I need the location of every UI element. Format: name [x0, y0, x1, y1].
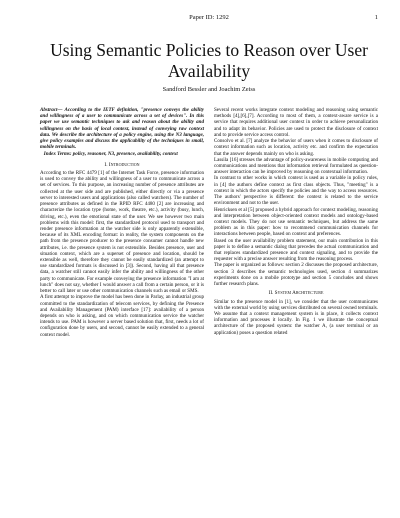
paragraph: A first attempt to improve the model has been done in Parlay, an industrial group committed to the standardization of telecom services, by defining the Presence and Availability Management (PAM) interface [17]: availability of a person depends on who is asking, and on which communication service the watcher intends to use. PAM is however a server based solution that, first, needs a lot of configuration done by users, and second, cannot be easily extended to a general context model. [40, 294, 204, 338]
right-column [214, 107, 378, 336]
paper-id: Paper ID: 1292 [189, 14, 229, 21]
section-heading-system-architecture: II. System Architecture [268, 290, 324, 297]
paper-title: Using Semantic Policies to Reason over User Availability [50, 40, 368, 81]
paragraph: Henricksen et al [5] proposed a hybrid approach for context modeling, reasoning and interpretation between object-oriented context models and ontology-based context models. They do not use semantic techniques, but address the same problem as in this paper: how to recommend communication channels for interactions between people, based on context and preferences. [214, 206, 378, 238]
paragraph: In contrast to other works in which context is used as a variable in policy rules, in [4] the authors define context as first class objects. Thus, "meeting" is a context in which the actors specify the policies and the way to access resources. The authors' perspective is different: the context is related to the service environment and not to the user. [214, 175, 378, 207]
paragraph: According to the RFC 4479 [1] of the Internet Task Force, presence information is used to convey the ability and willingness of a user to communicate across a set of services. To this purpose, an increasing number of presence attributes are collected at the user side and are published, either directly or via a presence server to interested users and applications (also called watchers). The number of presence attributes as defined in the RPID RFC 4480 [2] are increasing and characterize the location type (home, work, theatre, etc.), activity (busy, lunch, driving, etc.), even the emotional state of the user. We see however two main problems with this model: first, the standardized protocol used to transport and render presence information at the watcher side is only apparently extensible, because of its XML encoding format: in reality, the system components on the path from the presence producer to the presence consumer cannot handle new attributes, i.e. the presence system is not extensible. Besides presence, user and situation context, which are a superset of presence and location, should be extensible as well, therefore they cannot be easily standardized (an attempt to use standardized formats is discussed in [3]). Second, having all that presence data, a watcher still cannot easily infer the ability and willingness of the other party to communicate. For example conveying the presence information "I am at lunch" does not say, whether I would answer a call from a certain person, or it is better to call later or use other communication channels such as email or SMS. [40, 169, 204, 295]
paragraph: Lassila [16] stresses the advantage of policy-awareness in mobile computing and communications and mentions that information retrieval formulated as question-answer interaction can be improved by reasoning on contextual information. [214, 156, 378, 176]
authors: Sandford Bessler and Joachim Zeiss [162, 86, 256, 93]
left-column [40, 107, 204, 338]
paragraph: Several recent works integrate context modeling and reasoning using semantic methods [4],[6],[7]. According to most of them, a context-aware service is a service that requires additional user context in order to achieve personalization and to adapt its behavior. Policies are used to protect the disclosure of context and to provide service access control. [214, 107, 378, 138]
page-header [40, 14, 378, 24]
index-terms-text: policy, reasoner, N3, presence, availability, context [71, 150, 178, 157]
abstract-label: Abstract— [40, 107, 63, 113]
abstract-text: According to the IETF definition, "presence conveys the ability and willingness of a user to communicate across a set of devices". In this paper we use semantic techniques to ask and reason about the ability and willingness on the basis of local context, instead of conveying raw context data. We describe the architecture of a policy engine, using the N3 language, give policy examples and discuss the applicability of the techniques in small, mobile terminals. [40, 107, 204, 151]
page-number: 1 [374, 14, 378, 21]
section-heading-introduction: I. Introduction [104, 161, 140, 168]
abstract [40, 107, 204, 151]
index-terms-label: Index Terms: [43, 150, 72, 157]
paragraph: The paper is organized as follows: section 2 discusses the proposed architecture, section 3 describes the semantic technologies used, section 4 summarizes experiments done on a mobile prototype and section 5 concludes and shows further research plans. [214, 262, 378, 288]
paragraph: Similar to the presence model in [1], we consider that the user communicates with the external world by using services distributed on several owned terminals. We assume that a context management system is in place, it collects context information and processes it locally. In Fig. 1 we illustrate the conceptual architecture of the proposed system: the watcher A, (a user terminal or an application) poses a question related [214, 298, 378, 336]
paragraph: Based on the user availability problem statement, our main contribution in this paper is to define a semantic dialog that precedes the actual communication and that replaces standardized presence and context signaling, and to provide the requester with a precise answer resulting from the reasoning process. [214, 237, 378, 263]
paragraph: Consolvo et al. [7] analyze the behavior of users when it comes to disclosure of context information such as location, activity etc. and confirm the expectation that the answer depends mainly on who is asking. [214, 138, 378, 157]
index-terms [40, 151, 204, 157]
